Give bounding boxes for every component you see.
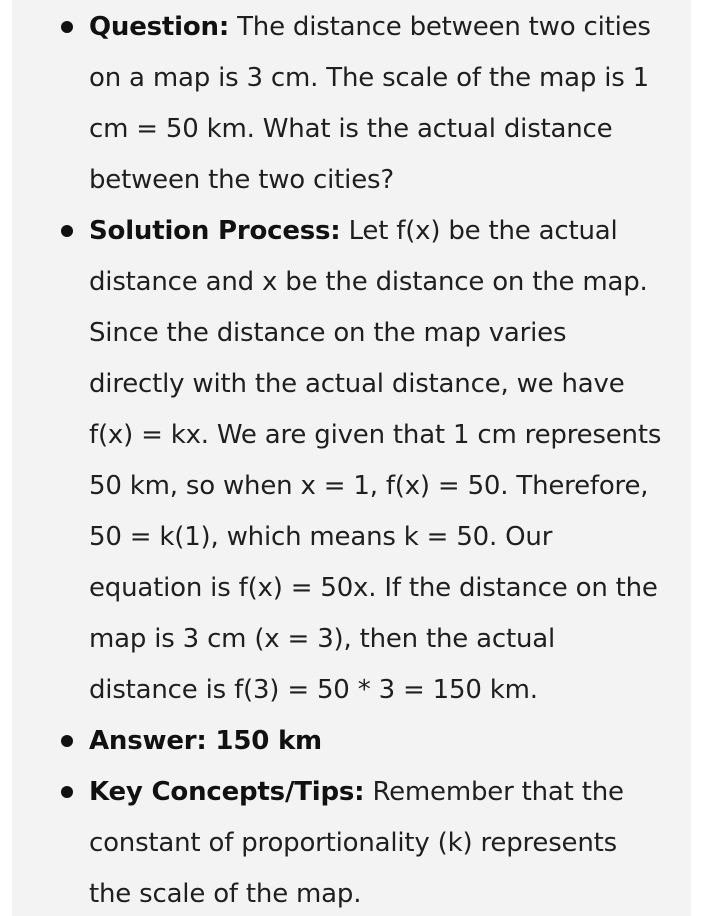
list-item-answer bbox=[89, 716, 689, 767]
question-text-3: cm = 50 km. What is the actual distance bbox=[89, 114, 613, 144]
key-concepts-text-1: Remember that the bbox=[364, 777, 624, 807]
question-line-1 bbox=[89, 2, 689, 53]
key-concepts-line-1 bbox=[89, 767, 689, 818]
bullet-dot-icon bbox=[61, 225, 73, 237]
solution-text-8: equation is f(x) = 50x. If the distance on the bbox=[89, 573, 658, 603]
list-item-solution bbox=[89, 206, 689, 716]
content-panel bbox=[12, 0, 691, 916]
bullet-list bbox=[89, 2, 689, 916]
key-concepts-text-3: the scale of the map. bbox=[89, 879, 362, 909]
solution-text-2: distance and x be the distance on the map. bbox=[89, 267, 648, 297]
answer-label: Answer: 150 km bbox=[89, 726, 322, 756]
solution-text-6: 50 km, so when x = 1, f(x) = 50. Therefore, bbox=[89, 471, 649, 501]
bullet-dot-icon bbox=[61, 786, 73, 798]
solution-text-1: Let f(x) be the actual bbox=[340, 216, 618, 246]
key-concepts-text-2: constant of proportionality (k) represents bbox=[89, 828, 617, 858]
question-text-1: The distance between two cities bbox=[229, 12, 651, 42]
key-concepts-label: Key Concepts/Tips: bbox=[89, 777, 365, 807]
solution-label: Solution Process: bbox=[89, 216, 341, 246]
solution-text-3: Since the distance on the map varies bbox=[89, 318, 567, 348]
solution-line-1 bbox=[89, 206, 689, 257]
question-text-2: on a map is 3 cm. The scale of the map is 1 bbox=[89, 63, 650, 93]
solution-text-10: distance is f(3) = 50 * 3 = 150 km. bbox=[89, 675, 538, 705]
solution-text-9: map is 3 cm (x = 3), then the actual bbox=[89, 624, 556, 654]
question-label: Question: bbox=[89, 12, 230, 42]
solution-text-7: 50 = k(1), which means k = 50. Our bbox=[89, 522, 553, 552]
solution-text-5: f(x) = kx. We are given that 1 cm represents bbox=[89, 420, 662, 450]
list-item-question bbox=[89, 2, 689, 206]
list-item-key-concepts bbox=[89, 767, 689, 916]
answer-line bbox=[89, 716, 689, 767]
bullet-dot-icon bbox=[61, 735, 73, 747]
bullet-dot-icon bbox=[61, 21, 73, 33]
question-text-4: between the two cities? bbox=[89, 165, 394, 195]
solution-text-4: directly with the actual distance, we have bbox=[89, 369, 625, 399]
